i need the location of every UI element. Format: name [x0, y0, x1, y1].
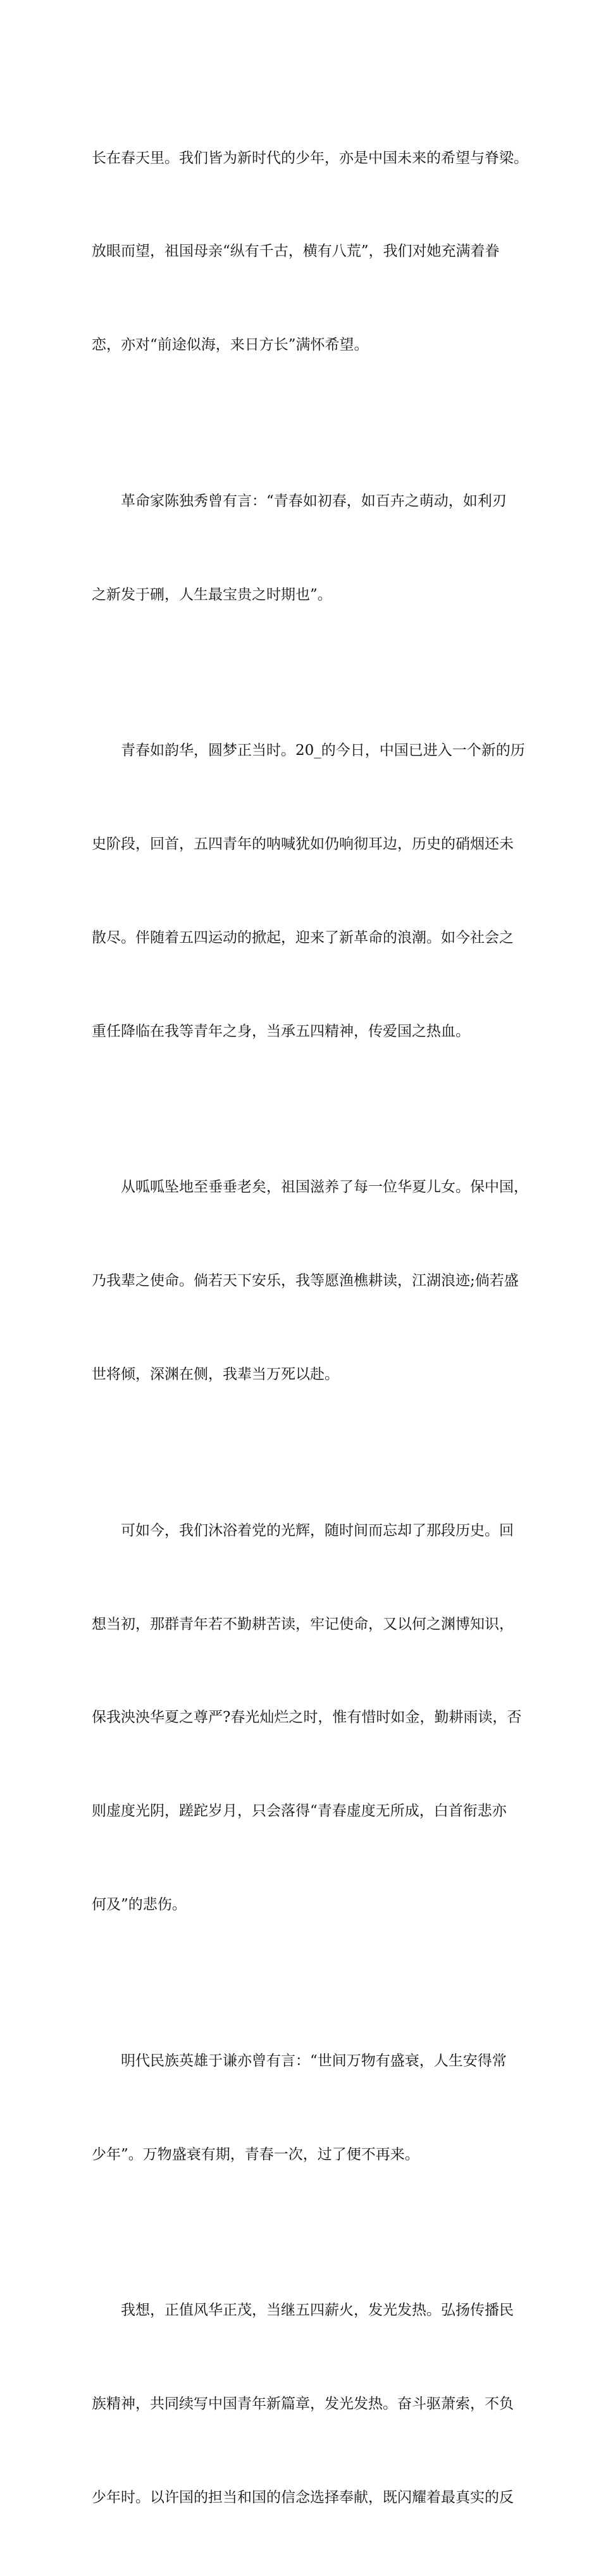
text-line: 明代民族英雄于谦亦曾有言：“世间万物有盛衰，人生安得常	[92, 2052, 507, 2069]
paragraph-7	[92, 2232, 535, 2575]
text-line: 长在春天里。我们皆为新时代的少年，亦是中国未来的希望与脊梁。	[92, 149, 528, 166]
text-line: 族精神，共同续写中国青年新篇章，发光发热。奋斗驱萧索，不负	[92, 2395, 514, 2412]
text-line: 重任降临在我等青年之身，当承五四精神，传爱国之热血。	[92, 1023, 470, 1040]
text-line: 则虚度光阴，蹉跎岁月，只会落得“青春虚度无所成，白首衔悲亦	[92, 1803, 507, 1820]
paragraph-1	[92, 80, 535, 423]
text-line: 保我泱泱华夏之尊严?春光灿烂之时，惟有惜时如金，勤耕雨读，否	[92, 1709, 522, 1726]
paragraph-4	[92, 1110, 535, 1453]
paragraph-2	[92, 423, 535, 673]
text-line: 少年时。以许国的担当和国的信念选择奉献，既闪耀着最真实的反	[92, 2489, 514, 2506]
text-line: 青春如韵华，圆梦正当时。20_的今日，中国已进入一个新的历	[92, 742, 525, 759]
text-line: 少年”。万物盛衰有期，青春一次，过了便不再来。	[92, 2146, 419, 2163]
paragraph-3	[92, 673, 535, 1110]
text-line: 从呱呱坠地至垂垂老矣，祖国滋养了每一位华夏儿女。保中国，	[92, 1179, 528, 1196]
document-body	[92, 80, 535, 2576]
paragraph-6	[92, 1983, 535, 2232]
text-line: 可如今，我们沐浴着党的光辉，随时间而忘却了那段历史。回	[92, 1522, 514, 1539]
text-line: 之新发于硎，人生最宝贵之时期也”。	[92, 586, 332, 603]
text-line: 放眼而望，祖国母亲“纵有千古，横有八荒”，我们对她充满着眷	[92, 243, 500, 260]
text-line: 乃我辈之使命。倘若天下安乐，我等愿渔樵耕读，江湖浪迹;倘若盛	[92, 1272, 519, 1290]
paragraph-5	[92, 1453, 535, 1983]
text-line: 史阶段，回首，五四青年的呐喊犹如仍响彻耳边，历史的硝烟还未	[92, 836, 514, 853]
text-line: 何及”的悲伤。	[92, 1896, 187, 1913]
text-line: 我想，正值风华正茂，当继五四薪火，发光发热。弘扬传播民	[92, 2302, 514, 2319]
text-line: 想当初，那群青年若不勤耕苦读，牢记使命，又以何之渊博知识，	[92, 1615, 514, 1633]
text-line: 散尽。伴随着五四运动的掀起，迎来了新革命的浪潮。如今社会之	[92, 930, 514, 947]
text-line: 世将倾，深渊在侧，我辈当万死以赴。	[92, 1366, 339, 1383]
text-line: 恋，亦对“前途似海，来日方长”满怀希望。	[92, 337, 369, 354]
text-line: 革命家陈独秀曾有言：“青春如初春，如百卉之萌动，如利刃	[92, 492, 507, 509]
